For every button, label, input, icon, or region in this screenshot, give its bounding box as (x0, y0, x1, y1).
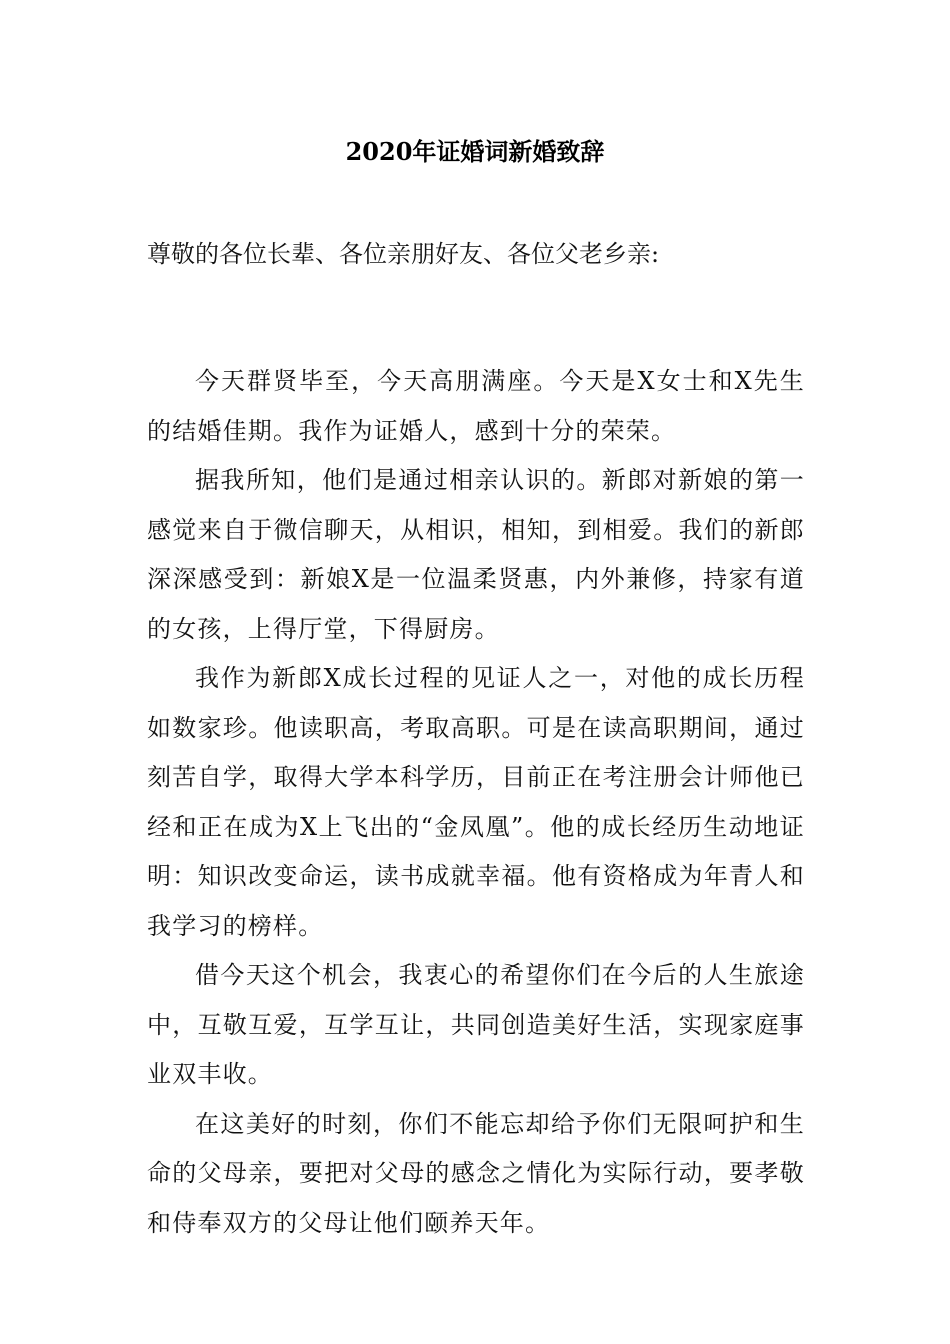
paragraph-5: 在这美好的时刻，你们不能忘却给予你们无限呵护和生命的父母亲，要把对父母的感念之情化为实际行动，要孝敬和侍奉双方的父母让他们颐养天年。 (147, 1109, 805, 1237)
document-body (147, 229, 805, 1248)
document-title: 2020年证婚词新婚致辞 (345, 137, 605, 166)
paragraph-2: 据我所知，他们是通过相亲认识的。新郎对新娘的第一感觉来自于微信聊天，从相识，相知，到相爱。我们的新郎深深感受到：新娘X是一位温柔贤惠，内外兼修，持家有道的女孩，上得厅堂，下得厨房。 (147, 466, 805, 643)
paragraph-4: 借今天这个机会，我衷心的希望你们在今后的人生旅途中，互敬互爱，互学互让，共同创造美好生活，实现家庭事业双丰收。 (147, 961, 805, 1088)
paragraph-3: 我作为新郎X成长过程的见证人之一，对他的成长历程如数家珍。他读职高，考取高职。可是在读高职期间，通过刻苦自学，取得大学本科学历，目前正在考注册会计师他已经和正在成为X上飞出的“金凤凰”。他的成长经历生动地证明：知识改变命运，读书成就幸福。他有资格成为年青人和我学习的榜样。 (147, 664, 805, 940)
paragraph-1: 今天群贤毕至，今天高朋满座。今天是X女士和X先生的结婚佳期。我作为证婚人，感到十分的荣荣。 (147, 367, 805, 445)
salutation: 尊敬的各位长辈、各位亲朋好友、各位父老乡亲: (147, 240, 660, 268)
